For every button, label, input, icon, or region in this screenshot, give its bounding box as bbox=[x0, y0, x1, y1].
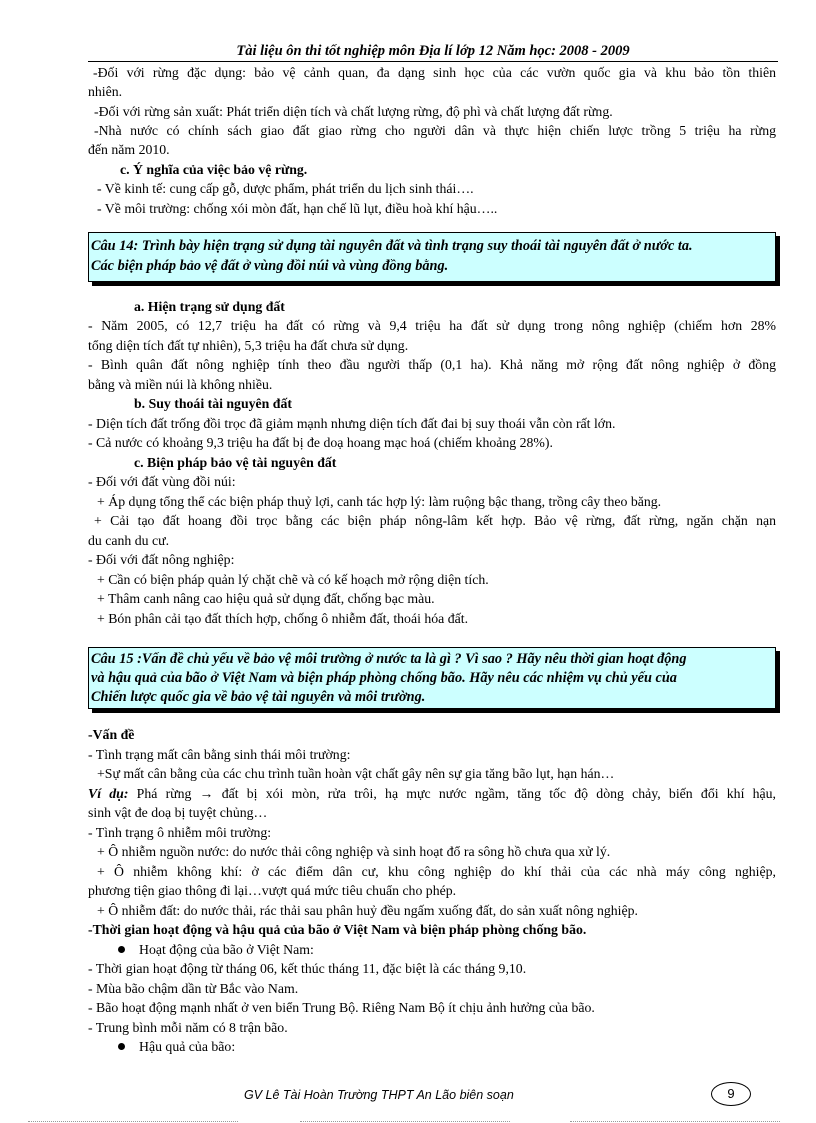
text-line: +Sự mất cân bằng của các chu trình tuần hoàn vật chất gây nên sự gia tăng bão lụt, hạn hán… bbox=[97, 766, 615, 781]
section-heading: -Thời gian hoạt động và hậu quả của bão ở Việt Nam và biện pháp phòng chống bão. bbox=[88, 922, 587, 937]
question-15-line: và hậu quả của bão ở Việt Nam và biện pháp phòng chống bão. Hãy nêu các nhiệm vụ chủ yếu của bbox=[91, 670, 677, 686]
text-line: - Về kinh tế: cung cấp gỗ, dược phẩm, phát triển du lịch sinh thái…. bbox=[97, 181, 474, 196]
text-line: - Bình quân đất nông nghiệp tính theo đầu người thấp (0,1 ha). Khả năng mở rộng đất nông nghiệp ở đồng bbox=[88, 357, 776, 372]
text-line: + Ô nhiễm không khí: ở các điểm dân cư, khu công nghiệp do khí thải của các nhà máy công nghiệp, bbox=[97, 864, 776, 879]
bullet-line bbox=[88, 941, 776, 959]
text-line: -Đối với rừng đặc dụng: bảo vệ cảnh quan, đa dạng sinh học của các vườn quốc gia và khu bảo tồn thiên bbox=[93, 65, 776, 80]
bullet-dot-icon bbox=[118, 1043, 125, 1050]
text-line: tổng diện tích đất tự nhiên), 5,3 triệu ha đất chưa sử dụng. bbox=[88, 338, 409, 353]
question-15-line: Chiến lược quốc gia về bảo vệ tài nguyên và môi trường. bbox=[91, 689, 426, 705]
text-line: sinh vật đe doạ bị tuyệt chủng… bbox=[88, 805, 268, 820]
question-15-box bbox=[88, 647, 776, 709]
text-line: - Thời gian hoạt động từ tháng 06, kết thúc tháng 11, đặc biệt là các tháng 9,10. bbox=[88, 961, 527, 976]
text-line: + Áp dụng tổng thể các biện pháp thuỷ lợi, canh tác hợp lý: làm ruộng bậc thang, trồng cây theo băng. bbox=[97, 494, 662, 509]
footer-dotted-rule bbox=[570, 1121, 780, 1122]
text-line: - Bão hoạt động mạnh nhất ở ven biển Trung Bộ. Riêng Nam Bộ ít chịu ảnh hưởng của bão. bbox=[88, 1000, 595, 1015]
bullet-text: Hậu quả của bão: bbox=[139, 1039, 236, 1054]
bullet-text: Hoạt động của bão ở Việt Nam: bbox=[139, 942, 314, 957]
text-line: + Cần có biện pháp quản lý chặt chẽ và có kế hoạch mở rộng diện tích. bbox=[97, 572, 489, 587]
question-15-line: Câu 15 :Vấn đề chủ yếu về bảo vệ môi trường ở nước ta là gì ? Vì sao ? Hãy nêu thời gian hoạt động bbox=[91, 651, 687, 667]
footer-dotted-rule bbox=[28, 1121, 238, 1122]
question-14-line: Câu 14: Trình bày hiện trạng sử dụng tài nguyên đất và tình trạng suy thoái tài nguyên đất ở nước ta. bbox=[91, 238, 693, 254]
text-line: + Thâm canh nâng cao hiệu quả sử dụng đất, chống bạc màu. bbox=[97, 591, 435, 606]
bullet-dot-icon bbox=[118, 946, 125, 953]
text-line: - Đối với đất nông nghiệp: bbox=[88, 552, 235, 567]
page-header-title: Tài liệu ôn thi tốt nghiệp môn Địa lí lớp 12 Năm học: 2008 - 2009 bbox=[88, 42, 778, 62]
section-heading: c. Ý nghĩa của việc bảo vệ rừng. bbox=[120, 162, 308, 177]
text-line: - Tình trạng ô nhiễm môi trường: bbox=[88, 825, 272, 840]
text-line: bằng và miền núi là không nhiều. bbox=[88, 377, 273, 392]
text-line: nhiên. bbox=[88, 84, 123, 99]
footer-dotted-rule bbox=[300, 1121, 510, 1122]
section-heading: b. Suy thoái tài nguyên đất bbox=[134, 396, 292, 411]
text-line: - Diện tích đất trống đồi trọc đã giảm mạnh nhưng diện tích đất đai bị suy thoái vẫn còn rất lớn. bbox=[88, 416, 616, 431]
text-line: du canh du cư. bbox=[88, 533, 170, 548]
text-line: đến năm 2010. bbox=[88, 142, 170, 157]
text-line: phương tiện giao thông đi lại…vượt quá mức tiêu chuẩn cho phép. bbox=[88, 883, 457, 898]
section-heading: c. Biện pháp bảo vệ tài nguyên đất bbox=[134, 455, 337, 470]
text-line: - Trung bình mỗi năm có 8 trận bão. bbox=[88, 1020, 288, 1035]
section-heading: a. Hiện trạng sử dụng đất bbox=[134, 299, 285, 314]
text-line: - Năm 2005, có 12,7 triệu ha đất có rừng và 9,4 triệu ha đất sử dụng trong nông nghiệp (chiếm hơn 28% bbox=[88, 318, 776, 333]
example-label: Ví dụ: bbox=[88, 786, 129, 801]
text-line bbox=[88, 785, 776, 803]
question-14-box bbox=[88, 232, 776, 282]
text-line: -Nhà nước có chính sách giao đất giao rừng cho người dân và thực hiện chiến lược trồng 5 triệu ha rừng bbox=[94, 123, 776, 138]
question-14-line: Các biện pháp bảo vệ đất ở vùng đồi núi và vùng đồng bằng. bbox=[91, 258, 449, 274]
text-line: -Đối với rừng sản xuất: Phát triển diện tích và chất lượng rừng, độ phì và chất lượng đất rừng. bbox=[94, 104, 613, 119]
example-text: Phá rừng → đất bị xói mòn, rửa trôi, hạ mực nước ngầm, tăng tốc độ dòng chảy, biến đổi khí hậu, bbox=[128, 786, 776, 801]
page-number-badge: 9 bbox=[711, 1082, 751, 1106]
text-line: - Về môi trường: chống xói mòn đất, hạn chế lũ lụt, điều hoà khí hậu….. bbox=[97, 201, 498, 216]
text-line: + Cải tạo đất hoang đồi trọc bằng các biện pháp nông-lâm kết hợp. Bảo vệ rừng, đất rừng, ngăn chặn nạn bbox=[94, 513, 776, 528]
text-line: + Ô nhiễm đất: do nước thải, rác thải sau phân huỷ đều ngấm xuống đất, do sản xuất nông nghiệp. bbox=[97, 903, 638, 918]
text-line: + Ô nhiễm nguồn nước: do nước thải công nghiệp và sinh hoạt đổ ra sông hồ chưa qua xử lý. bbox=[97, 844, 611, 859]
bullet-line bbox=[88, 1038, 776, 1056]
text-line: - Tình trạng mất cân bằng sinh thái môi trường: bbox=[88, 747, 351, 762]
text-line: - Cả nước có khoảng 9,3 triệu ha đất bị đe doạ hoang mạc hoá (chiếm khoảng 28%). bbox=[88, 435, 553, 450]
text-line: - Đối với đất vùng đồi núi: bbox=[88, 474, 236, 489]
text-line: - Mùa bão chậm dần từ Bắc vào Nam. bbox=[88, 981, 299, 996]
text-line: + Bón phân cải tạo đất thích hợp, chống ô nhiễm đất, thoái hóa đất. bbox=[97, 611, 469, 626]
footer-author: GV Lê Tài Hoàn Trường THPT An Lão biên soạn bbox=[244, 1088, 514, 1102]
section-heading: -Vấn đề bbox=[88, 727, 135, 742]
